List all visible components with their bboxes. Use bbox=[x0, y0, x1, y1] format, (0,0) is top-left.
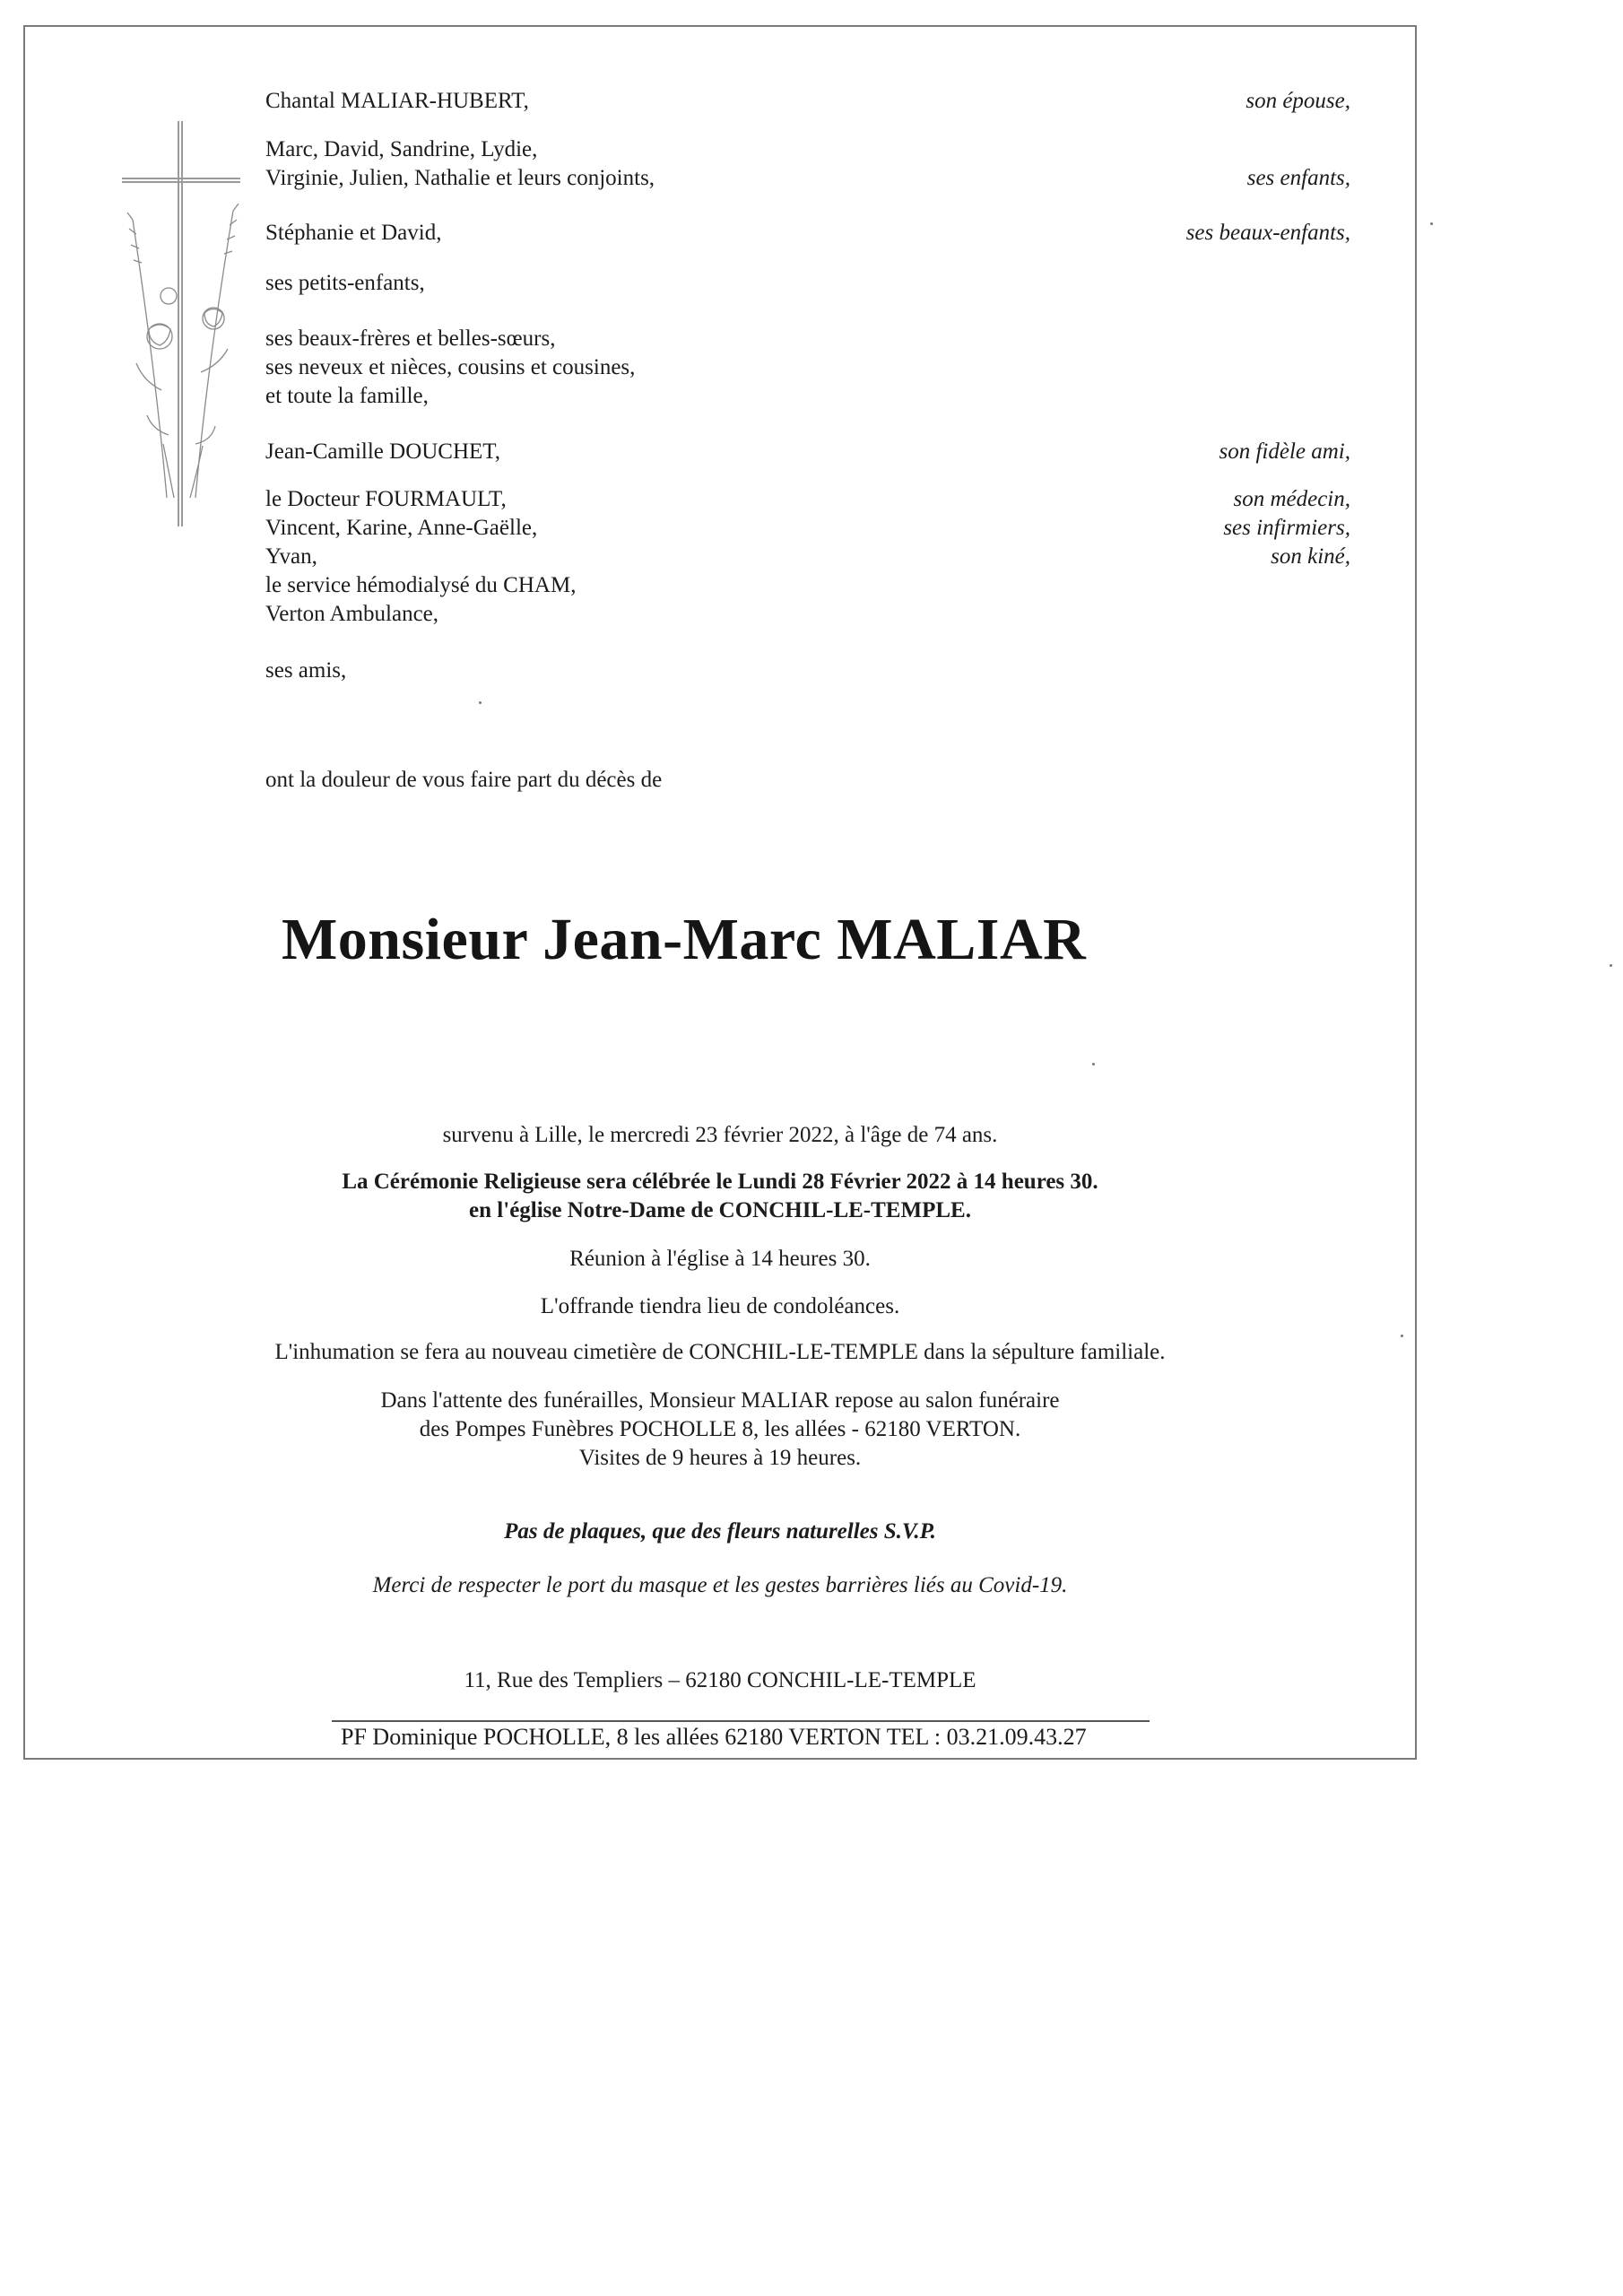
meeting-text: Réunion à l'église à 14 heures 30. bbox=[569, 1247, 871, 1271]
relation-line: son fidèle ami, bbox=[1219, 439, 1350, 464]
scan-speck bbox=[1610, 964, 1612, 967]
relation-label bbox=[1247, 164, 1350, 193]
family-names bbox=[265, 135, 1350, 193]
name-line: ses beaux-frères et belles-sœurs, bbox=[265, 326, 556, 351]
name-line: ses amis, bbox=[265, 658, 347, 683]
rest-line: Dans l'attente des funérailles, Monsieur MALIAR repose au salon funéraire bbox=[380, 1388, 1060, 1413]
name-line: Jean-Camille DOUCHET, bbox=[265, 439, 500, 464]
relation-line: son médecin, bbox=[1233, 487, 1350, 511]
family-names bbox=[265, 325, 1350, 411]
relation-label bbox=[1223, 485, 1350, 571]
name-line: le Docteur FOURMAULT, bbox=[265, 487, 507, 511]
name-line: Virginie, Julien, Nathalie et leurs conjoints, bbox=[265, 166, 655, 190]
family-row bbox=[265, 485, 1350, 629]
family-row bbox=[265, 87, 1350, 116]
intro-text: ont la douleur de vous faire part du décès de bbox=[265, 768, 663, 792]
family-names bbox=[265, 269, 1350, 298]
family-row bbox=[265, 657, 1350, 685]
relation-line: ses beaux-enfants, bbox=[1185, 221, 1350, 245]
scan-speck bbox=[1401, 1335, 1403, 1337]
address-line: 11, Rue des Templiers – 62180 CONCHIL-LE-TEMPLE bbox=[464, 1668, 976, 1692]
scan-speck bbox=[479, 701, 482, 704]
scan-speck bbox=[1430, 222, 1433, 225]
name-line: le service hémodialysé du CHAM, bbox=[265, 573, 577, 597]
name-line: ses neveux et nièces, cousins et cousines, bbox=[265, 355, 636, 379]
deceased-name: Monsieur Jean-Marc MALIAR bbox=[282, 907, 1087, 972]
visits-line: Visites de 9 heures à 19 heures. bbox=[578, 1446, 862, 1470]
ceremony-location: en l'église Notre-Dame de CONCHIL-LE-TEMPLE. bbox=[469, 1198, 971, 1222]
offering-text: L'offrande tiendra lieu de condoléances. bbox=[540, 1294, 900, 1318]
burial-text: L'inhumation se fera au nouveau cimetière de CONCHIL-LE-TEMPLE dans la sépulture familiale. bbox=[274, 1340, 1166, 1364]
family-names bbox=[265, 438, 1350, 466]
cross-with-flowers-icon bbox=[115, 121, 245, 534]
family-names bbox=[265, 87, 1350, 116]
name-line: Stéphanie et David, bbox=[265, 221, 442, 245]
relation-line: ses infirmiers, bbox=[1223, 516, 1350, 540]
name-line: ses petits-enfants, bbox=[265, 271, 425, 295]
funeral-home-footer: PF Dominique POCHOLLE, 8 les allées 62180 VERTON TEL : 03.21.09.43.27 bbox=[341, 1724, 1087, 1750]
rest-line: des Pompes Funèbres POCHOLLE 8, les allées - 62180 VERTON. bbox=[419, 1417, 1021, 1441]
relation-label bbox=[1186, 219, 1350, 248]
scan-speck bbox=[1092, 1063, 1095, 1065]
relation-line: son kiné, bbox=[1271, 544, 1350, 569]
name-line: et toute la famille, bbox=[265, 384, 429, 408]
name-line: Vincent, Karine, Anne-Gaëlle, bbox=[265, 516, 538, 540]
relation-line: son épouse, bbox=[1245, 89, 1350, 113]
name-line: Marc, David, Sandrine, Lydie, bbox=[265, 137, 538, 161]
family-row bbox=[265, 269, 1350, 298]
name-line: Verton Ambulance, bbox=[265, 602, 439, 626]
family-row bbox=[265, 325, 1350, 411]
death-notice: survenu à Lille, le mercredi 23 février 2022, à l'âge de 74 ans. bbox=[442, 1123, 998, 1147]
name-line: Chantal MALIAR-HUBERT, bbox=[265, 89, 529, 113]
footer-divider bbox=[332, 1720, 1150, 1722]
family-names bbox=[265, 485, 1350, 629]
covid-note: Merci de respecter le port du masque et les gestes barrières liés au Covid-19. bbox=[372, 1573, 1068, 1597]
relation-label bbox=[1245, 87, 1350, 116]
family-names bbox=[265, 657, 1350, 685]
family-row bbox=[265, 219, 1350, 248]
ceremony-line: La Cérémonie Religieuse sera célébrée le Lundi 28 Février 2022 à 14 heures 30. bbox=[342, 1170, 1098, 1194]
relation-line: ses enfants, bbox=[1246, 166, 1350, 190]
family-row bbox=[265, 135, 1350, 193]
flowers-note: Pas de plaques, que des fleurs naturelles S.V.P. bbox=[504, 1519, 936, 1544]
family-row bbox=[265, 438, 1350, 466]
name-line: Yvan, bbox=[265, 544, 317, 569]
relation-label bbox=[1219, 438, 1350, 466]
